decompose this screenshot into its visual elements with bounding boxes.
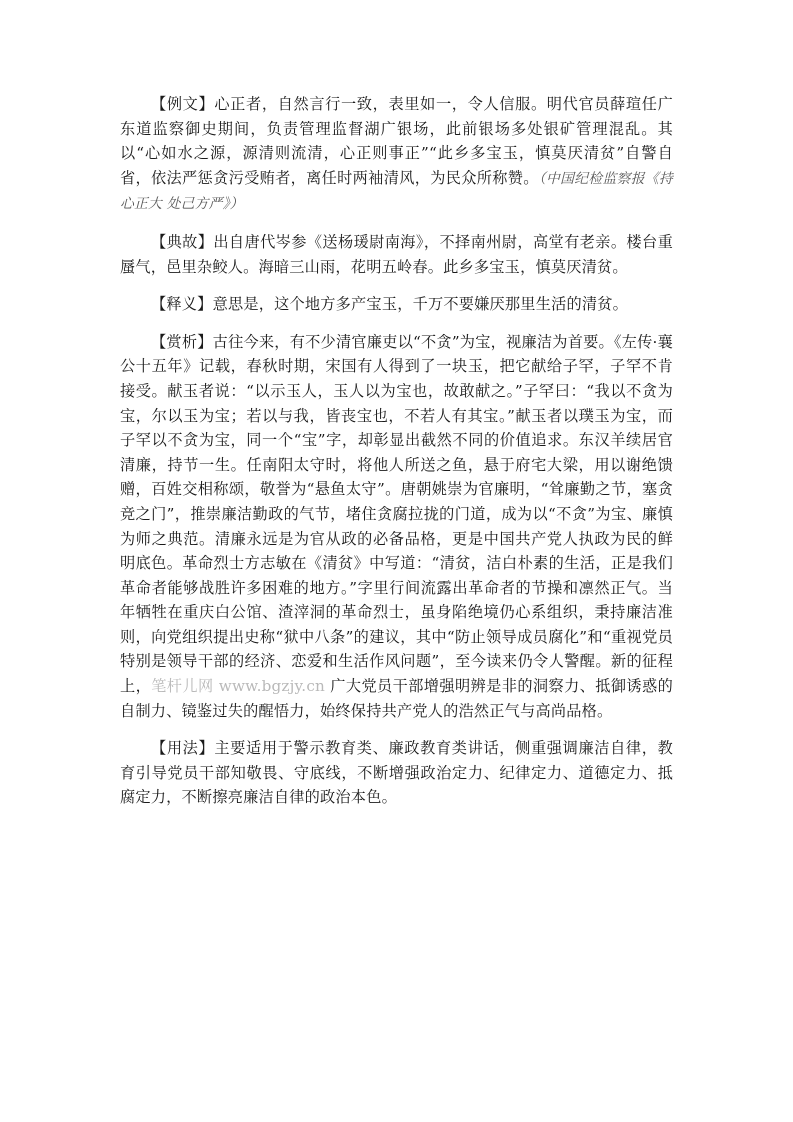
section-tag-yongfa: 【用法】	[151, 739, 215, 758]
paragraph-diangu	[120, 230, 673, 279]
liwen-text: 心正者，自然言行一致，表里如一，令人信服。明代官员薛瑄任广东道监察御史期间，负责管理监督湖广银场，此前银场多处银矿管理混乱。其以“心如水之源，源清则流清，心正则事正”“此乡多宝玉，慎莫厌清贫”自警自省，依法严惩贪污受贿者，离任时两袖清风，为民众所称赞。	[120, 95, 673, 187]
paragraph-liwen	[120, 92, 673, 217]
shangxi-text-continued: 广大党员干部增强明辨是非的洞察力、抵御诱惑的自制力、镜鉴过失的醒悟力，始终保持共产党人的浩然正气与高尚品格。	[120, 677, 673, 720]
paragraph-shiyi	[120, 292, 673, 317]
yongfa-text: 主要适用于警示教育类、廉政教育类讲话，侧重强调廉洁自律，教育引导党员干部知敬畏、守底线，不断增强政治定力、纪律定力、道德定力、抵腐定力，不断擦亮廉洁自律的政治本色。	[120, 739, 673, 807]
document-body	[120, 92, 673, 823]
liwen-citation: （中国纪检监察报《持心正大 处己方严》）	[120, 170, 673, 213]
diangu-text: 出自唐代岑参《送杨瑗尉南海》，不择南州尉，高堂有老亲。楼台重蜃气，邑里杂鲛人。海暗三山雨，花明五岭春。此乡多宝玉，慎莫厌清贫。	[120, 232, 673, 276]
shangxi-text: 古往今来，有不少清官廉吏以“不贪”为宝，视廉洁为首要。《左传·襄公十五年》记载，春秋时期，宋国有人得到了一块玉，把它献给子罕，子罕不肯接受。献玉者说：“以示玉人，玉人以为宝也，故敢献之。”子罕曰：“我以不贪为宝，尔以玉为宝；若以与我，皆丧宝也，不若人有其宝。”献玉者以璞玉为宝，而子罕以不贪为宝，同一个“宝”字，却彰显出截然不同的价值追求。东汉羊续居官清廉，持节一生。任南阳太守时，将他人所送之鱼，悬于府宅大梁，用以谢绝馈赠，百姓交相称颂，敬誉为“悬鱼太守”。唐朝姚崇为官廉明，“耸廉勤之节，塞贪竞之门”，推崇廉洁勤政的气节，堵住贪腐拉拢的门道，成为以“不贪”为宝、廉慎为师之典范。清廉永远是为官从政的必备品格，更是中国共产党人执政为民的鲜明底色。革命烈士方志敏在《清贫》中写道：“清贫，洁白朴素的生活，正是我们革命者能够战胜许多困难的地方。”字里行间流露出革命者的节操和凛然正气。当年牺牲在重庆白公馆、渣滓洞的革命烈士，虽身陷绝境仍心系组织，秉持廉洁准则，向党组织提出史称“狱中八条”的建议，其中“防止领导成员腐化”和“重视党员特别是领导干部的经济、恋爱和生活作风问题”，至今读来仍令人警醒。新的征程上，	[120, 332, 673, 696]
section-tag-shangxi: 【赏析】	[151, 332, 213, 351]
paragraph-shangxi	[120, 330, 673, 724]
section-tag-diangu: 【典故】	[151, 232, 214, 251]
section-tag-shiyi: 【释义】	[151, 295, 213, 314]
watermark-text: 笔杆儿网 www.bgzjy.cn	[151, 677, 326, 696]
shiyi-text: 意思是，这个地方多产宝玉，千万不要嫌厌那里生活的清贫。	[212, 295, 629, 314]
paragraph-yongfa	[120, 736, 673, 810]
section-tag-liwen: 【例文】	[151, 95, 215, 113]
